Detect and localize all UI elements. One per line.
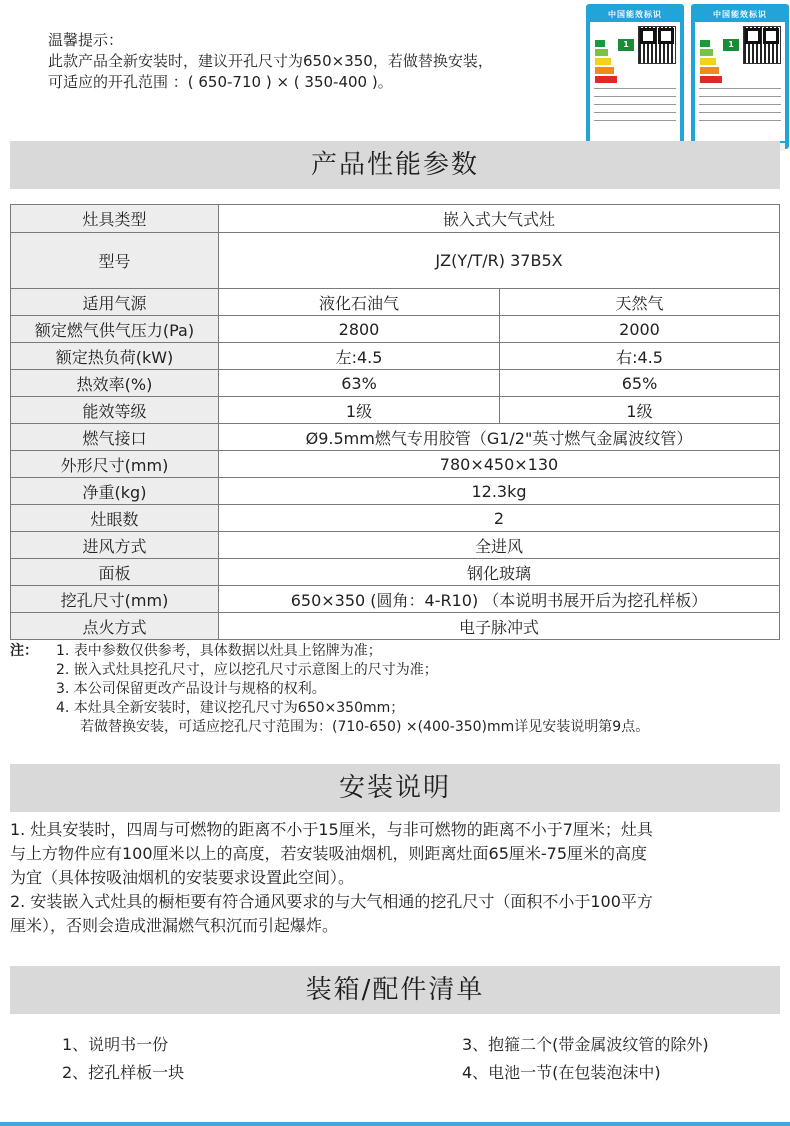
table-row <box>11 505 780 532</box>
spec-key: 型号 <box>11 233 219 289</box>
spec-value: JZ(Y/T/R) 37B5X <box>219 233 780 289</box>
efficiency-scale <box>700 40 722 85</box>
spec-value: 钢化玻璃 <box>219 559 780 586</box>
table-row <box>11 397 780 424</box>
packing-item: 3、抱箍二个(带金属波纹管的除外) <box>462 1035 709 1054</box>
install-instructions <box>10 818 790 938</box>
table-row <box>11 559 780 586</box>
install-line: 1. 灶具安装时，四周与可燃物的距离不小于15厘米，与非可燃物的距离不小于7厘米；灶具 <box>10 820 653 839</box>
spec-value-lpg: 2800 <box>219 316 500 343</box>
spec-value-ng: 65% <box>500 370 780 397</box>
bottom-divider <box>0 1122 790 1126</box>
spec-key: 灶具类型 <box>11 205 219 233</box>
spec-value-lpg: 液化石油气 <box>219 289 500 316</box>
installation-tip <box>48 30 588 93</box>
spec-key: 灶眼数 <box>11 505 219 532</box>
spec-value: 嵌入式大气式灶 <box>219 205 780 233</box>
label-text-lines <box>699 88 781 128</box>
packing-item: 2、挖孔样板一块 <box>62 1063 185 1082</box>
note-item: 2. 嵌入式灶具挖孔尺寸，应以挖孔尺寸示意图上的尺寸为准； <box>56 662 438 678</box>
spec-value-ng: 1级 <box>500 397 780 424</box>
efficiency-scale <box>595 40 617 85</box>
spec-key: 进风方式 <box>11 532 219 559</box>
section-title-packing: 装箱/配件清单 <box>10 966 780 1014</box>
energy-label-card <box>590 22 680 141</box>
note-item: 4. 本灶具全新安装时，建议挖孔尺寸为650×350mm； <box>56 700 405 716</box>
qr-code-icon <box>638 26 676 64</box>
spec-value: 12.3kg <box>219 478 780 505</box>
spec-key: 适用气源 <box>11 289 219 316</box>
note-item: 1. 表中参数仅供参考，具体数据以灶具上铭牌为准； <box>56 643 382 659</box>
spec-value: 电子脉冲式 <box>219 613 780 640</box>
spec-key: 热效率(%) <box>11 370 219 397</box>
energy-label-header: 中国能效标识 <box>608 10 662 19</box>
spec-value: 全进风 <box>219 532 780 559</box>
spec-value-ng: 2000 <box>500 316 780 343</box>
install-line: 为宜（具体按吸油烟机的安装要求设置此空间）。 <box>10 868 355 887</box>
spec-key: 能效等级 <box>11 397 219 424</box>
table-row <box>11 205 780 233</box>
spec-value-lpg: 1级 <box>219 397 500 424</box>
packing-item: 4、电池一节(在包装泡沫中) <box>462 1063 661 1082</box>
energy-label <box>691 4 789 149</box>
spec-key: 点火方式 <box>11 613 219 640</box>
section-title-specs: 产品性能参数 <box>10 141 780 189</box>
spec-value: 780×450×130 <box>219 451 780 478</box>
specs-table <box>10 204 780 640</box>
tip-line: 此款产品全新安装时，建议开孔尺寸为650×350，若做替换安装， <box>48 52 493 70</box>
energy-label-header: 中国能效标识 <box>713 10 767 19</box>
spec-value-lpg: 63% <box>219 370 500 397</box>
spec-value: 650×350 (圆角：4-R10) （本说明书展开后为挖孔样板） <box>219 586 780 613</box>
table-row <box>11 316 780 343</box>
label-text-lines <box>594 88 676 128</box>
table-row <box>11 451 780 478</box>
install-line: 与上方物件应有100厘米以上的高度，若安装吸油烟机，则距离灶面65厘米-75厘米的高度 <box>10 844 648 863</box>
note-item: 3. 本公司保留更改产品设计与规格的权利。 <box>56 681 326 697</box>
install-line: 厘米），否则会造成泄漏燃气积沉而引起爆炸。 <box>10 916 339 935</box>
efficiency-grade-badge: 1 <box>618 39 634 51</box>
spec-key: 额定热负荷(kW) <box>11 343 219 370</box>
spec-key: 额定燃气供气压力(Pa) <box>11 316 219 343</box>
table-row <box>11 586 780 613</box>
table-row <box>11 613 780 640</box>
spec-key: 燃气接口 <box>11 424 219 451</box>
spec-key: 外形尺寸(mm) <box>11 451 219 478</box>
table-row <box>11 233 780 289</box>
efficiency-grade-badge: 1 <box>723 39 739 51</box>
section-title-install: 安装说明 <box>10 764 780 812</box>
install-line: 2. 安装嵌入式灶具的橱柜要有符合通风要求的与大气相通的挖孔尺寸（面积不小于100平方 <box>10 892 653 911</box>
spec-value-lpg: 左:4.5 <box>219 343 500 370</box>
spec-value-ng: 右:4.5 <box>500 343 780 370</box>
packing-item: 1、说明书一份 <box>62 1035 169 1054</box>
table-row <box>11 289 780 316</box>
spec-key: 挖孔尺寸(mm) <box>11 586 219 613</box>
spec-value: 2 <box>219 505 780 532</box>
spec-key: 面板 <box>11 559 219 586</box>
tip-title: 温馨提示： <box>48 31 124 49</box>
table-row <box>11 343 780 370</box>
notes-lead: 注： <box>10 643 38 659</box>
table-row <box>11 478 780 505</box>
spec-value-ng: 天然气 <box>500 289 780 316</box>
energy-label <box>586 4 684 149</box>
spec-value: Ø9.5mm燃气专用胶管（G1/2"英寸燃气金属波纹管） <box>219 424 780 451</box>
tip-line: 可适应的开孔范围 ：( 650-710 ) × ( 350-400 )。 <box>48 73 393 91</box>
table-row <box>11 424 780 451</box>
spec-key: 净重(kg) <box>11 478 219 505</box>
qr-code-icon <box>743 26 781 64</box>
energy-label-card <box>695 22 785 141</box>
table-row <box>11 370 780 397</box>
table-row <box>11 532 780 559</box>
notes <box>10 642 780 737</box>
note-item-continuation: 若做替换安装，可适应挖孔尺寸范围为：(710-650) ×(400-350)mm详见安装说明第9点。 <box>80 719 650 735</box>
